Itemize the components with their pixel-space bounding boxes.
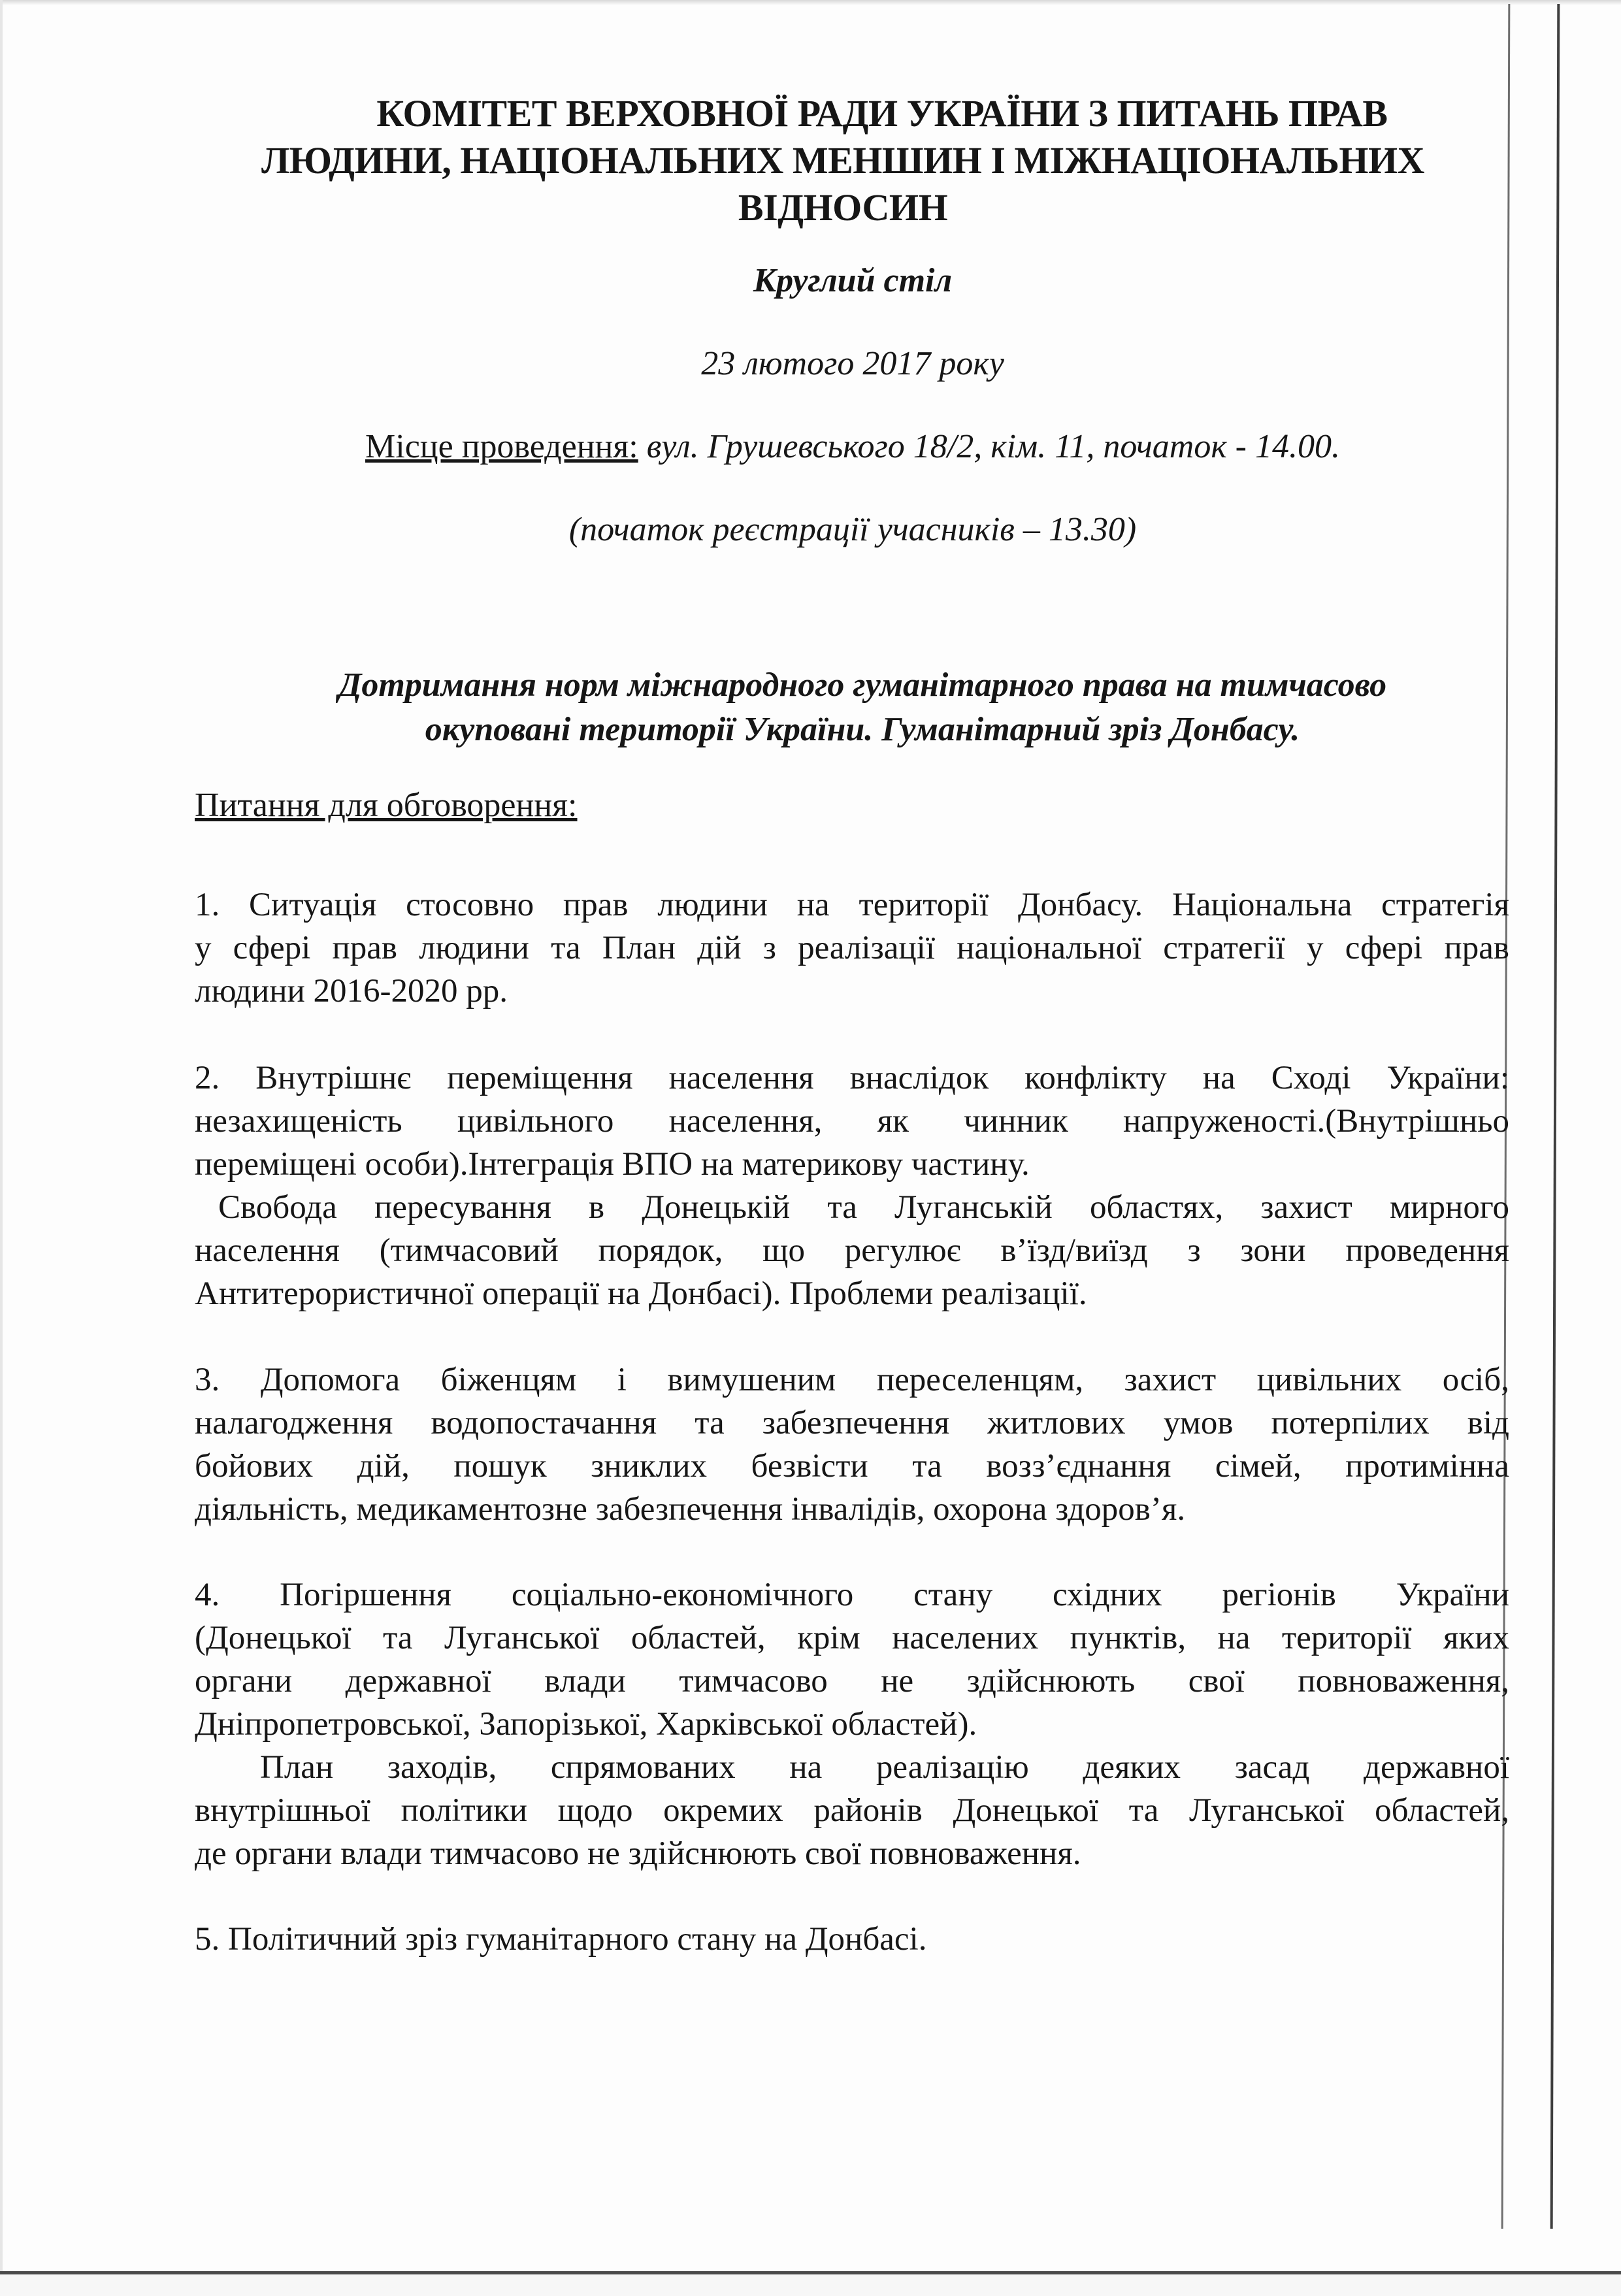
issue-line: Свобода пересування в Донецькій та Луганській областях, захист мирного — [218, 1189, 1509, 1226]
issue-line: 5. Політичний зріз гуманітарного стану на Донбасі. — [195, 1921, 927, 1958]
issue-line: бойових дій, пошук зниклих безвісти та возз’єднання сімей, протимінна — [195, 1448, 1509, 1484]
issue-item-3 — [195, 1358, 1509, 1531]
topic-line: Дотримання норм міжнародного гуманітарного права на тимчасово — [338, 666, 1387, 704]
venue-label: Місце проведення: — [365, 428, 638, 465]
issue-line: План заходів, спрямованих на реалізацію деяких засад державної — [260, 1749, 1509, 1786]
issue-line: діяльність, медикаментозне забезпечення інвалідів, охорона здоров’я. — [195, 1491, 1186, 1528]
event-date: 23 лютого 2017 року — [701, 345, 1004, 382]
issue-item-5 — [195, 1918, 1509, 1961]
issue-line: 3. Допомога біженцям і вимушеним переселенцям, захист цивільних осіб, — [195, 1362, 1509, 1398]
issues-heading: Питання для обговорення: — [195, 787, 578, 824]
issue-line: (Донецької та Луганської областей, крім населених пунктів, на території яких — [195, 1620, 1509, 1656]
scan-edge-top — [0, 0, 1621, 5]
issue-line: де органи влади тимчасово не здійснюють свої повноваження. — [195, 1835, 1081, 1872]
title-line: КОМІТЕТ ВЕРХОВНОЇ РАДИ УКРАЇНИ З ПИТАНЬ ПРАВ — [376, 92, 1388, 135]
issue-line: 1. Ситуація стосовно прав людини на території Донбасу. Національна стратегія — [195, 887, 1509, 923]
issue-item-1 — [195, 883, 1509, 1013]
registration-time: (початок реєстрації учасників – 13.30) — [568, 511, 1137, 548]
scan-artifact-line — [1550, 4, 1560, 2229]
title-line: ВІДНОСИН — [738, 186, 948, 229]
title-line: ЛЮДИНИ, НАЦІОНАЛЬНИХ МЕНШИН І МІЖНАЦІОНАЛЬНИХ — [261, 139, 1425, 182]
roundtable-topic — [235, 663, 1490, 752]
issue-item-2 — [195, 1057, 1509, 1315]
event-venue — [196, 427, 1509, 466]
issue-line: органи державної влади тимчасово не здійснюють свої повноваження, — [195, 1663, 1509, 1699]
issue-line: налагодження водопостачання та забезпечення житлових умов потерпілих від — [195, 1405, 1509, 1441]
issue-line: внутрішньої політики щодо окремих районів Донецької та Луганської областей, — [195, 1792, 1509, 1829]
scan-edge-bottom — [0, 2271, 1621, 2296]
topic-line: окуповані території України. Гуманітарний зріз Донбасу. — [425, 711, 1300, 748]
issue-line: незахищеність цивільного населення, як чинник напруженості.(Внутрішньо — [195, 1103, 1509, 1140]
committee-title — [222, 90, 1464, 231]
issue-line: Дніпропетровської, Запорізької, Харківської областей). — [195, 1706, 977, 1743]
issue-line: 4. Погіршення соціально-економічного стану східних регіонів України — [195, 1577, 1509, 1613]
issue-item-4 — [195, 1573, 1509, 1875]
issue-line: Антитерористичної операції на Донбасі). Проблеми реалізації. — [195, 1275, 1087, 1312]
scan-edge-left — [0, 0, 3, 2271]
event-type: Круглий стіл — [753, 262, 953, 299]
issue-line: переміщені особи).Інтеграція ВПО на материкову частину. — [195, 1146, 1030, 1183]
issue-line: людини 2016-2020 рр. — [195, 973, 508, 1009]
issue-line: населення (тимчасовий порядок, що регулює в’їзд/виїзд з зони проведення — [195, 1232, 1509, 1269]
issue-line: у сфері прав людини та План дій з реалізації національної стратегії у сфері прав — [195, 930, 1509, 966]
issue-line: 2. Внутрішнє переміщення населення внаслідок конфлікту на Сході України: — [195, 1060, 1509, 1096]
venue-value: вул. Грушевського 18/2, кім. 11, початок - 14.00. — [638, 428, 1340, 465]
